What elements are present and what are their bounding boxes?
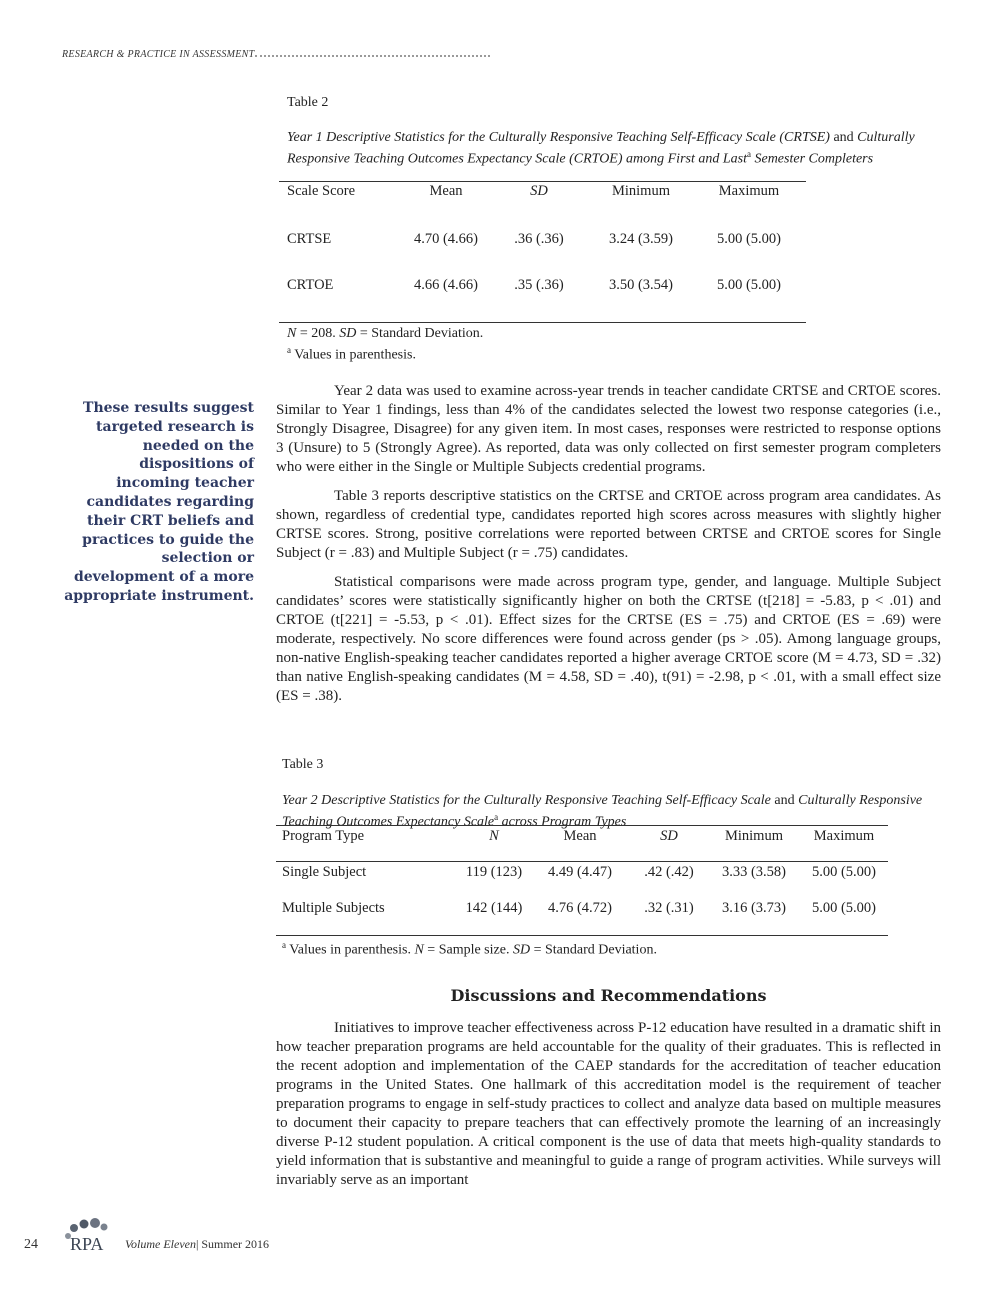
table3-bottom-rule xyxy=(276,935,888,936)
table3-header-n: N xyxy=(489,828,499,844)
table2-header-mean: Mean xyxy=(429,183,463,199)
table3-cell: Multiple Subjects xyxy=(282,900,385,916)
table2-header-sd: SD xyxy=(530,183,548,199)
paragraph: Statistical comparisons were made across program type, gender, and language. Multiple Subject candidates’ scores were statistically significantly higher on both the CRTSE (t[218] = -5.83, p < .01) and CRTOE (t[221] = -5.53, p < .01). Effect sizes for the CRTSE (ES = .75) and CRTOE (ES = .69) were moderate, respectively. No score differences were found across gender (ps > .05). Among language groups, non-native English-speaking teacher candidates reported a higher average CRTOE score (M = 4.73, SD = .32) than native English-speaking candidates (M = 4.58, SD = .40), t(91) = -2.98, p < .01, with a small effect size (ES = .38). xyxy=(276,574,941,704)
body-section-2 xyxy=(276,1019,941,1200)
table3-cell: .32 (.31) xyxy=(644,900,694,916)
table3-header-sd: SD xyxy=(660,828,678,844)
logo-text: RPA xyxy=(70,1234,104,1254)
paragraph: Year 2 data was used to examine across-year trends in teacher candidate CRTSE and CRTOE scores. Similar to Year 1 findings, less than 4% of the candidates selected the lowest two response categories (i.e., Strongly Disagree, Disagree) for any given item. In most cases, responses were restricted to response options 3 (Unsure) to 5 (Strongly Agree). As reported, data was only collected on first semester program completers who were either in the Single or Multiple Subjects credential programs. xyxy=(276,383,941,475)
paragraph: Initiatives to improve teacher effectiveness across P-12 education have resulted in a dramatic shift in how teacher preparation programs are held accountable for the quality of their graduates. This is reflected in the recent adoption and implementation of the CAEP standards for the accreditation of teacher education programs in the United States. One hallmark of this accreditation model is the requirement of teacher preparation programs to engage in self-study practices to collect and analyze data based on multiple measures to document their capacity to prepare teachers that can effectively promote the learning of an increasingly diverse P-12 student population. A critical component is the use of data that meets high-quality standards to yield information that is substantive and meaningful to guide a range of program activities. While surveys will invariably serve as an important xyxy=(276,1020,941,1188)
table3-header-rule xyxy=(276,861,888,862)
table3-title: Year 2 Descriptive Statistics for the Culturally Responsive Teaching Self-Efficacy Scale and Culturally Responsive Teaching Outcomes Expectancy Scale$^a$ across Program Types xyxy=(282,793,923,830)
table3-cell: 142 (144) xyxy=(465,900,523,916)
rpa-logo xyxy=(60,1218,120,1264)
table2-header-max: Maximum xyxy=(718,183,780,199)
table2-note: N = 208. SD = Standard Deviation. $^a$ Values in parenthesis. xyxy=(287,326,484,363)
table3-cell: Single Subject xyxy=(282,864,367,880)
table3-header-program: Program Type xyxy=(282,828,365,844)
logo-dot xyxy=(101,1224,108,1231)
page-number: 24 xyxy=(24,1237,38,1252)
table2-cell: 4.66 (4.66) xyxy=(413,277,479,293)
table3-cell: 3.33 (3.58) xyxy=(721,864,787,880)
table3-cell: 4.76 (4.72) xyxy=(547,900,613,916)
table3-header-min: Minimum xyxy=(724,828,783,844)
logo-dot xyxy=(80,1220,89,1229)
table2-cell: 5.00 (5.00) xyxy=(716,231,782,247)
header-dotted-rule xyxy=(255,55,490,57)
running-header: RESEARCH & PRACTICE IN ASSESSMENT xyxy=(62,49,255,60)
logo-dot xyxy=(70,1224,78,1232)
table3-label: Table 3 xyxy=(282,757,324,772)
table2-top-rule xyxy=(279,181,806,182)
table3-cell: 119 (123) xyxy=(465,864,523,880)
table2-cell: 3.50 (3.54) xyxy=(608,277,674,293)
table3-cell: 3.16 (3.73) xyxy=(721,900,787,916)
pull-quote: These results suggest targeted research is needed on the dispositions of incoming teacher candidates regarding their CRT beliefs and practices to guide the selection or development of a more appropriate instrument. xyxy=(64,400,254,604)
table3-top-rule xyxy=(276,825,888,826)
table2-cell: 4.70 (4.66) xyxy=(413,231,479,247)
footer-volume: Volume Eleven| Summer 2016 xyxy=(125,1237,270,1251)
table2-cell: .36 (.36) xyxy=(514,231,564,247)
table2-label: Table 2 xyxy=(287,95,329,110)
table2-cell: CRTSE xyxy=(287,231,332,247)
table3-header-max: Maximum xyxy=(813,828,875,844)
table2-cell: 3.24 (3.59) xyxy=(608,231,674,247)
table3-cell: 5.00 (5.00) xyxy=(811,900,877,916)
table2-cell: .35 (.36) xyxy=(514,277,564,293)
table2-title: Year 1 Descriptive Statistics for the Culturally Responsive Teaching Self-Efficacy Scale (CRTSE) and Culturally Responsive Teaching Outcomes Expectancy Scale (CRTOE) among First and Last$^a$ Semester Completers xyxy=(287,130,915,167)
table3-cell: .42 (.42) xyxy=(644,864,694,880)
table2-header-scale: Scale Score xyxy=(287,183,356,199)
table2-bottom-rule xyxy=(279,322,806,323)
section-heading: Discussions and Recommendations xyxy=(450,986,767,1005)
paragraph: Table 3 reports descriptive statistics on the CRTSE and CRTOE across program area candidates. As shown, regardless of credential type, candidates reported high scores across measures with slightly higher CRTSE scores. Strong, positive correlations were reported between CRTSE and CRTOE scores for Single Subject (r = .83) and Multiple Subject (r = .75) candidates. xyxy=(276,488,941,561)
table2-cell: CRTOE xyxy=(287,277,334,293)
table3-note: $^a$ Values in parenthesis. N = Sample size. SD = Standard Deviation. xyxy=(282,940,657,958)
table2-header-min: Minimum xyxy=(611,183,670,199)
logo-dot xyxy=(90,1218,100,1228)
table3-cell: 4.49 (4.47) xyxy=(547,864,613,880)
table2-cell: 5.00 (5.00) xyxy=(716,277,782,293)
table3-header-mean: Mean xyxy=(563,828,597,844)
table3-cell: 5.00 (5.00) xyxy=(811,864,877,880)
body-section-1 xyxy=(276,382,941,716)
